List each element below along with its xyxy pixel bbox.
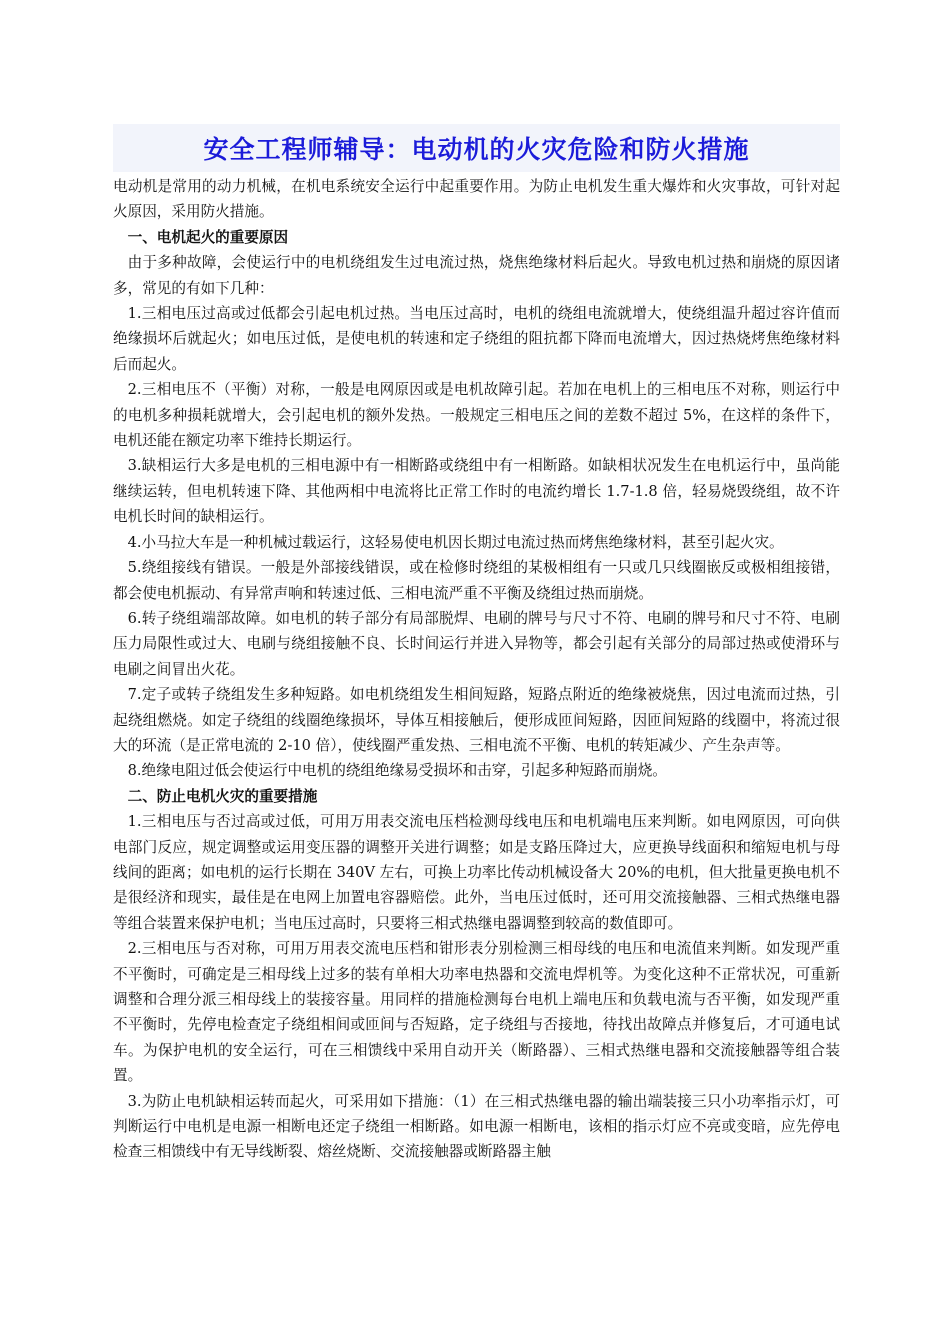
cause-item: 7.定子或转子绕组发生多种短路。如电机绕组发生相间短路，短路点附近的绝缘被烧焦，因过电流而过热，引起绕组燃烧。如定子绕组的线圈绝缘损坏，导体互相接触后，便形成匝间短路，因匝间短路的线圈中，将流过很大的环流（是正常电流的 2-10 倍），使线圈严重发热、三相电流不平衡、电机的转矩减少、产生杂声等。 <box>113 686 840 754</box>
section-heading-measures: 二、防止电机火灾的重要措施 <box>127 787 318 805</box>
causes-lead-paragraph: 由于多种故障，会使运行中的电机绕组发生过电流过热，烧焦绝缘材料后起火。导致电机过热和崩烧的原因诸多，常见的有如下几种： <box>113 254 840 297</box>
intro-paragraph: 电动机是常用的动力机械，在机电系统安全运行中起重要作用。为防止电机发生重大爆炸和火灾事故，可针对起火原因，采用防火措施。 <box>113 178 840 221</box>
section-heading-causes: 一、电机起火的重要原因 <box>127 228 289 246</box>
cause-item: 3.缺相运行大多是电机的三相电源中有一相断路或绕组中有一相断路。如缺相状况发生在电机运行中，虽尚能继续运转，但电机转速下降、其他两相中电流将比正常工作时的电流约增长 1.7-1.8 倍，轻易烧毁绕组，故不许电机长时间的缺相运行。 <box>113 457 840 526</box>
cause-item: 2.三相电压不（平衡）对称，一般是电网原因或是电机故障引起。若加在电机上的三相电压不对称，则运行中的电机多种损耗就增大，会引起电机的额外发热。一般规定三相电压之间的差数不超过 5%，在这样的条件下，电机还能在额定功率下维持长期运行。 <box>113 381 840 450</box>
document-page <box>113 124 840 1165</box>
measure-item: 3.为防止电机缺相运转而起火，可采用如下措施：（1）在三相式热继电器的输出端装接三只小功率指示灯，可判断运行中电机是电源一相断电还定子绕组一相断路。如电源一相断电，该相的指示灯应不亮或变暗，应先停电检查三相馈线中有无导线断裂、熔丝烧断、交流接触器或断路器主触 <box>113 1092 840 1161</box>
measure-item: 1.三相电压与否过高或过低，可用万用表交流电压档检测母线电压和电机端电压来判断。如电网原因，可向供电部门反应，规定调整或运用变压器的调整开关进行调整；如是支路压降过大，应更换导线面积和缩短电机与母线间的距离；如电机的运行长期在 340V 左右，可换上功率比传动机械设备大 20%的电机，但大批量更换电机不是很经济和现实，最佳是在电网上加置电容器赔偿。此外，当电压过低时，还可用交流接触器、三相式热继电器等组合装置来保护电机；当电压过高时，只要将三相式热继电器调整到较高的数值即可。 <box>113 813 840 932</box>
cause-item: 4.小马拉大车是一种机械过载运行，这轻易使电机因长期过电流过热而烤焦绝缘材料，甚至引起火灾。 <box>127 533 784 551</box>
measure-item: 2.三相电压与否对称，可用万用表交流电压档和钳形表分别检测三相母线的电压和电流值来判断。如发现严重不平衡时，可确定是三相母线上过多的装有单相大功率电热器和交流电焊机等。为变化这种不正常状况，可重新调整和合理分派三相母线上的装接容量。用同样的措施检测每台电机上端电压和负载电流与否平衡，如发现严重不平衡时，先停电检查定子绕组相间或匝间与否短路，定子绕组与否接地，待找出故障点并修复后，才可通电试车。为保护电机的安全运行，可在三相馈线中采用自动开关（断路器）、三相式热继电器和交流接触器等组合装置。 <box>113 940 840 1085</box>
cause-item: 8.绝缘电阻过低会使运行中电机的绕组绝缘易受损坏和击穿，引起多种短路而崩烧。 <box>127 762 667 780</box>
title-band <box>113 124 840 172</box>
document-body <box>113 174 840 1165</box>
cause-item: 1.三相电压过高或过低都会引起电机过热。当电压过高时，电机的绕组电流就增大，使绕组温升超过容许值而绝缘损坏后就起火；如电压过低，是使电机的转速和定子绕组的阻抗都下降而电流增大，因过热烧烤焦绝缘材料后而起火。 <box>113 305 840 373</box>
page-title: 安全工程师辅导：电动机的火灾危险和防火措施 <box>203 135 750 164</box>
cause-item: 6.转子绕组端部故障。如电机的转子部分有局部脱焊、电刷的牌号与尺寸不符、电刷的牌号和尺寸不符、电刷压力局限性或过大、电刷与绕组接触不良、长时间运行并进入异物等，都会引起有关部分的局部过热或使滑环与电刷之间冒出火花。 <box>113 609 840 678</box>
cause-item: 5.绕组接线有错误。一般是外部接线错误，或在检修时绕组的某极相组有一只或几只线圈嵌反或极相组接错，都会使电机振动、有异常声响和转速过低、三相电流严重不平衡及绕组过热而崩烧。 <box>113 559 840 602</box>
